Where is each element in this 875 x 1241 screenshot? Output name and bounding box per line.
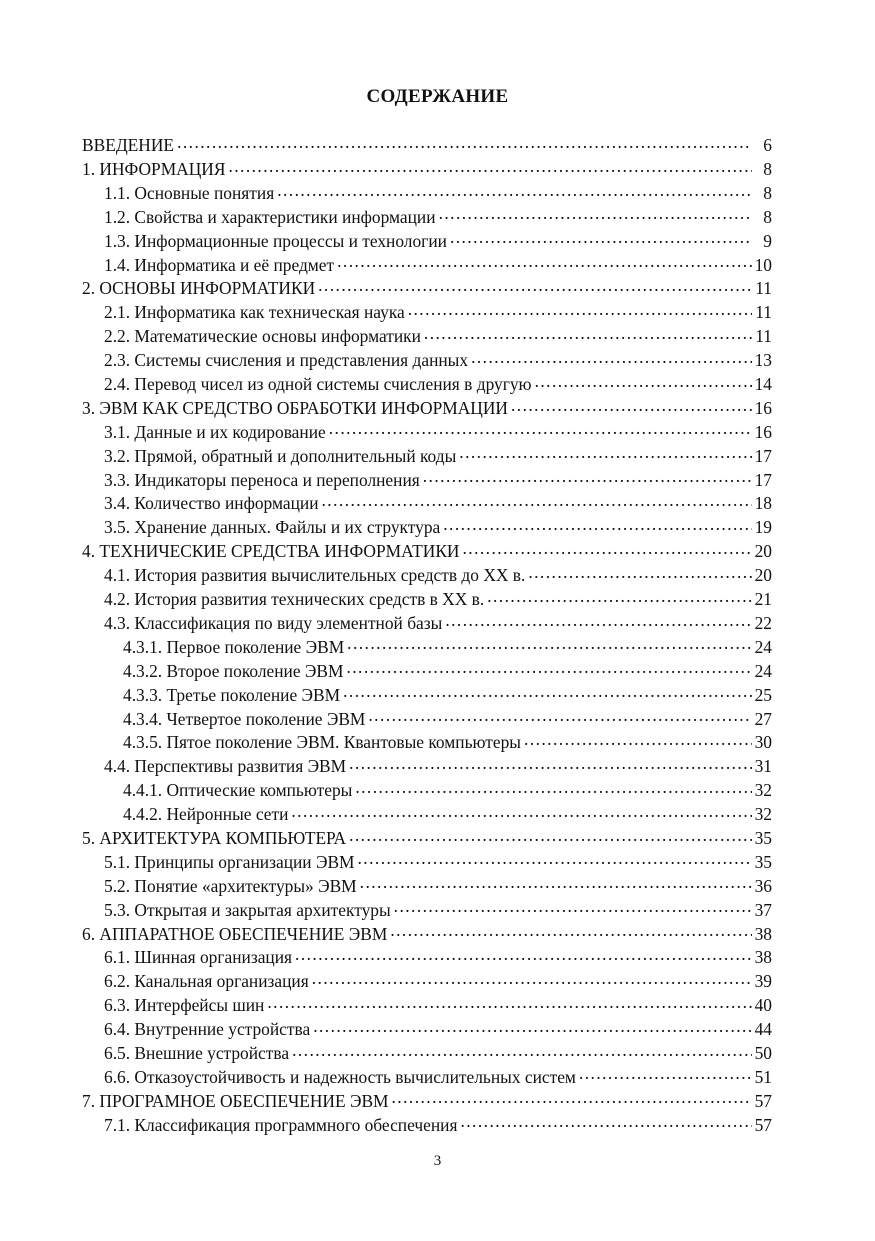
toc-entry-page: 6 xyxy=(763,135,772,156)
toc-entry[interactable] xyxy=(82,897,772,921)
toc-entry[interactable] xyxy=(82,1064,772,1088)
dot-leader xyxy=(267,992,752,1011)
toc-entry[interactable] xyxy=(82,801,772,825)
dot-leader xyxy=(349,753,752,772)
toc-entry-page: 38 xyxy=(754,923,772,944)
toc-entry-page: 36 xyxy=(754,875,772,896)
toc-entry[interactable] xyxy=(82,920,772,944)
toc-entry-page: 37 xyxy=(754,899,772,920)
toc-entry-page: 57 xyxy=(754,1090,772,1111)
toc-entry-title: 1.3. Информационные процессы и технологии xyxy=(104,230,447,251)
toc-entry-title: 6.6. Отказоустойчивость и надежность вычислительных систем xyxy=(104,1066,576,1087)
dot-leader xyxy=(295,944,752,963)
toc-entry-title: 6.3. Интерфейсы шин xyxy=(104,995,265,1016)
dot-leader xyxy=(343,681,752,700)
toc-entry-title: 4.4. Перспективы развития ЭВМ xyxy=(104,756,347,777)
toc-entry-title: 1. ИНФОРМАЦИЯ xyxy=(82,159,226,180)
toc-entry[interactable] xyxy=(82,443,772,467)
toc-entry-title: 6.5. Внешние устройства xyxy=(104,1042,290,1063)
toc-entry-title: 1.4. Информатика и её предмет xyxy=(104,254,335,275)
toc-entry-page: 35 xyxy=(754,827,772,848)
page-title: СОДЕРЖАНИЕ xyxy=(366,86,509,107)
toc-entry-title: 4.3. Классификация по виду элементной базы xyxy=(104,612,443,633)
dot-leader xyxy=(463,538,753,557)
toc-entry[interactable] xyxy=(82,156,772,180)
toc-entry-title: 4.4.2. Нейронные сети xyxy=(123,804,289,825)
dot-leader xyxy=(459,443,752,462)
toc-entry-title: 4.3.2. Второе поколение ЭВМ xyxy=(123,660,344,681)
toc-entry-page: 13 xyxy=(754,350,772,371)
toc-entry-page: 32 xyxy=(754,780,772,801)
toc-entry[interactable] xyxy=(82,275,772,299)
dot-leader xyxy=(355,777,752,796)
toc-entry-page: 16 xyxy=(754,421,772,442)
toc-entry-title: 3.1. Данные и их кодирование xyxy=(104,421,326,442)
toc-entry-page: 27 xyxy=(754,708,772,729)
toc-entry-page: 24 xyxy=(754,660,772,681)
toc-entry[interactable] xyxy=(82,251,772,275)
toc-entry[interactable] xyxy=(82,777,772,801)
toc-entry-title: 4.3.4. Четвертое поколение ЭВМ xyxy=(123,708,366,729)
dot-leader xyxy=(358,849,752,868)
dot-leader xyxy=(228,156,752,175)
toc-entry[interactable] xyxy=(82,753,772,777)
dot-leader xyxy=(390,920,752,939)
dot-leader xyxy=(394,897,752,916)
dot-leader xyxy=(177,132,752,151)
toc-entry-title: 2. ОСНОВЫ ИНФОРМАТИКИ xyxy=(82,278,316,299)
toc-entry-page: 8 xyxy=(763,159,772,180)
toc-entry-page: 14 xyxy=(754,374,772,395)
toc-entry[interactable] xyxy=(82,658,772,682)
toc-entry-title: 7.1. Классификация программного обеспечения xyxy=(104,1114,458,1135)
toc-entry-title: 4.3.1. Первое поколение ЭВМ xyxy=(123,636,345,657)
dot-leader xyxy=(423,466,752,485)
dot-leader xyxy=(312,968,752,987)
dot-leader xyxy=(408,299,752,318)
dot-leader xyxy=(277,180,752,199)
toc-entry-page: 25 xyxy=(754,684,772,705)
toc-entry-page: 21 xyxy=(754,589,772,610)
toc-entry[interactable] xyxy=(82,586,772,610)
dot-leader xyxy=(579,1064,752,1083)
toc-entry-title: 5. АРХИТЕКТУРА КОМПЬЮТЕРА xyxy=(82,827,347,848)
toc-entry[interactable] xyxy=(82,873,772,897)
toc-entry[interactable] xyxy=(82,610,772,634)
toc-entry-page: 11 xyxy=(755,278,772,299)
toc-entry[interactable] xyxy=(82,849,772,873)
dot-leader xyxy=(292,1040,752,1059)
table-of-contents xyxy=(82,132,772,1135)
dot-leader xyxy=(445,610,752,629)
toc-entry-page: 40 xyxy=(754,995,772,1016)
toc-entry-title: 2.4. Перевод чисел из одной системы счисления в другую xyxy=(104,374,532,395)
toc-entry[interactable] xyxy=(82,132,772,156)
toc-entry-title: 4.3.3. Третье поколение ЭВМ xyxy=(123,684,341,705)
toc-entry-page: 16 xyxy=(754,397,772,418)
toc-entry-page: 9 xyxy=(763,230,772,251)
dot-leader xyxy=(471,347,752,366)
toc-entry-page: 10 xyxy=(754,254,772,275)
dot-leader xyxy=(313,1016,752,1035)
toc-entry-title: 3. ЭВМ КАК СРЕДСТВО ОБРАБОТКИ ИНФОРМАЦИИ xyxy=(82,397,508,418)
toc-entry[interactable] xyxy=(82,299,772,323)
dot-leader xyxy=(511,395,752,414)
toc-entry[interactable] xyxy=(82,825,772,849)
toc-entry-title: 3.5. Хранение данных. Файлы и их структура xyxy=(104,517,441,538)
toc-entry[interactable] xyxy=(82,1040,772,1064)
toc-entry-page: 30 xyxy=(754,732,772,753)
toc-entry-title: 2.2. Математические основы информатики xyxy=(104,326,421,347)
dot-leader xyxy=(424,323,752,342)
toc-entry[interactable] xyxy=(82,944,772,968)
toc-entry[interactable] xyxy=(82,347,772,371)
toc-entry-page: 11 xyxy=(755,302,772,323)
toc-entry-page: 19 xyxy=(754,517,772,538)
dot-leader xyxy=(460,1112,752,1131)
toc-entry-page: 35 xyxy=(754,851,772,872)
toc-entry-title: 6.1. Шинная организация xyxy=(104,947,293,968)
toc-entry-title: 4.4.1. Оптические компьютеры xyxy=(123,780,353,801)
toc-entry-title: 2.1. Информатика как техническая наука xyxy=(104,302,405,323)
dot-leader xyxy=(368,705,752,724)
toc-entry-title: 4. ТЕХНИЧЕСКИЕ СРЕДСТВА ИНФОРМАТИКИ xyxy=(82,541,460,562)
toc-entry[interactable] xyxy=(82,968,772,992)
toc-entry[interactable] xyxy=(82,419,772,443)
toc-entry[interactable] xyxy=(82,634,772,658)
toc-entry[interactable] xyxy=(82,729,772,753)
toc-entry[interactable] xyxy=(82,204,772,228)
dot-leader xyxy=(528,562,752,581)
toc-entry-page: 31 xyxy=(754,756,772,777)
dot-leader xyxy=(346,658,752,677)
toc-entry-title: 3.4. Количество информации xyxy=(104,493,319,514)
dot-leader xyxy=(318,275,752,294)
dot-leader xyxy=(349,825,752,844)
dot-leader xyxy=(360,873,752,892)
dot-leader xyxy=(450,228,752,247)
toc-entry-title: 5.1. Принципы организации ЭВМ xyxy=(104,851,355,872)
toc-entry-page: 22 xyxy=(754,612,772,633)
toc-entry-title: 6.2. Канальная организация xyxy=(104,971,309,992)
toc-entry[interactable] xyxy=(82,562,772,586)
toc-entry-title: 2.3. Системы счисления и представления данных xyxy=(104,350,469,371)
toc-entry-title: 6. АППАРАТНОЕ ОБЕСПЕЧЕНИЕ ЭВМ xyxy=(82,923,388,944)
toc-entry-page: 18 xyxy=(754,493,772,514)
toc-entry-title: ВВЕДЕНИЕ xyxy=(82,135,175,156)
toc-entry-page: 32 xyxy=(754,804,772,825)
toc-entry[interactable] xyxy=(82,705,772,729)
dot-leader xyxy=(392,1088,752,1107)
toc-entry-title: 7. ПРОГРАМНОЕ ОБЕСПЕЧЕНИЕ ЭВМ xyxy=(82,1090,389,1111)
toc-entry-page: 17 xyxy=(754,445,772,466)
toc-entry-title: 3.2. Прямой, обратный и дополнительный коды xyxy=(104,445,457,466)
toc-entry-title: 1.1. Основные понятия xyxy=(104,182,275,203)
toc-entry-title: 5.3. Открытая и закрытая архитектуры xyxy=(104,899,391,920)
dot-leader xyxy=(524,729,752,748)
toc-entry-page: 11 xyxy=(755,326,772,347)
toc-entry[interactable] xyxy=(82,395,772,419)
toc-entry-title: 3.3. Индикаторы переноса и переполнения xyxy=(104,469,420,490)
toc-entry[interactable] xyxy=(82,466,772,490)
toc-entry[interactable] xyxy=(82,992,772,1016)
toc-entry[interactable] xyxy=(82,371,772,395)
toc-entry[interactable] xyxy=(82,1088,772,1112)
toc-entry-page: 51 xyxy=(754,1066,772,1087)
toc-entry[interactable] xyxy=(82,1112,772,1136)
toc-entry[interactable] xyxy=(82,180,772,204)
toc-entry-page: 8 xyxy=(763,182,772,203)
dot-leader xyxy=(535,371,752,390)
toc-entry[interactable] xyxy=(82,323,772,347)
dot-leader xyxy=(443,514,752,533)
dot-leader xyxy=(291,801,752,820)
toc-entry-page: 44 xyxy=(754,1019,772,1040)
dot-leader xyxy=(439,204,752,223)
toc-entry-page: 50 xyxy=(754,1042,772,1063)
toc-entry-title: 4.2. История развития технических средств в XX в. xyxy=(104,589,485,610)
toc-entry-page: 8 xyxy=(763,206,772,227)
dot-leader xyxy=(329,419,752,438)
toc-entry[interactable] xyxy=(82,538,772,562)
toc-entry[interactable] xyxy=(82,1016,772,1040)
toc-entry-page: 24 xyxy=(754,636,772,657)
dot-leader xyxy=(347,634,752,653)
dot-leader xyxy=(337,251,752,270)
toc-entry-page: 57 xyxy=(754,1114,772,1135)
toc-entry-page: 20 xyxy=(754,541,772,562)
toc-entry-page: 39 xyxy=(754,971,772,992)
toc-entry[interactable] xyxy=(82,681,772,705)
toc-entry[interactable] xyxy=(82,490,772,514)
toc-entry-page: 20 xyxy=(754,565,772,586)
toc-entry[interactable] xyxy=(82,514,772,538)
dot-leader xyxy=(322,490,752,509)
toc-entry-title: 1.2. Свойства и характеристики информации xyxy=(104,206,436,227)
toc-entry-title: 6.4. Внутренние устройства xyxy=(104,1019,311,1040)
toc-entry[interactable] xyxy=(82,228,772,252)
toc-entry-title: 5.2. Понятие «архитектуры» ЭВМ xyxy=(104,875,357,896)
toc-entry-title: 4.1. История развития вычислительных средств до XX в. xyxy=(104,565,526,586)
toc-entry-page: 17 xyxy=(754,469,772,490)
dot-leader xyxy=(487,586,752,605)
page-number: 3 xyxy=(433,1153,442,1169)
toc-entry-title: 4.3.5. Пятое поколение ЭВМ. Квантовые компьютеры xyxy=(123,732,521,753)
toc-entry-page: 38 xyxy=(754,947,772,968)
